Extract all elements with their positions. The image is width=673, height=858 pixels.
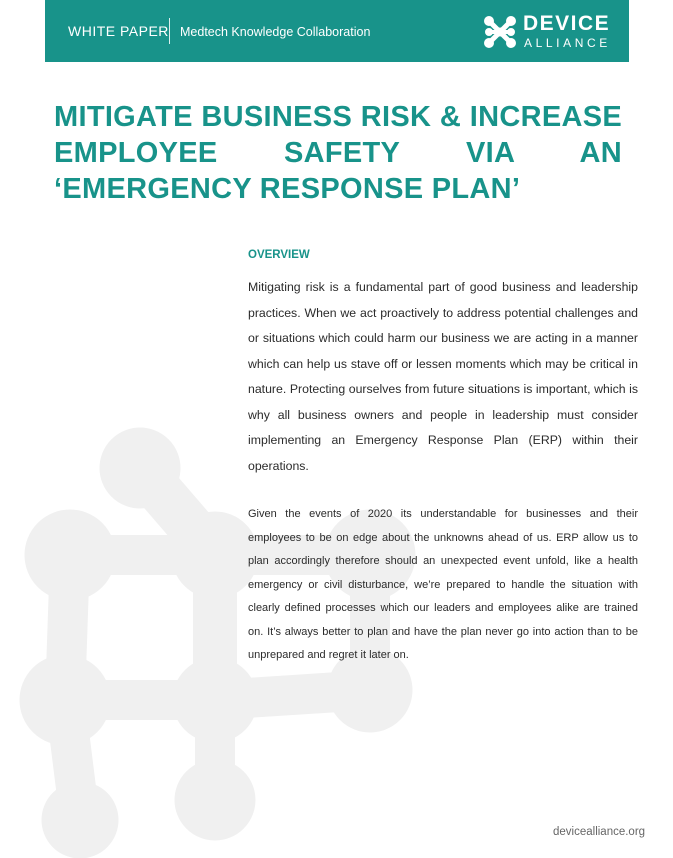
header-subtitle: Medtech Knowledge Collaboration — [180, 25, 371, 39]
header-banner — [45, 0, 629, 62]
logo-word-alliance: ALLIANCE — [524, 36, 611, 50]
overview-paragraph-2: Given the events of 2020 its understandable for businesses and their employees to be on edge about the unknowns ahead of us. ERP allow us to plan accordingly therefore should an unexpected event unfold, like a health emergency or civil disturbance, we’re prepared to handle the situation with clearly defined processes which our leaders and employees alike are trained on. It’s always better to plan and have the plan never go into action than to be unprepared and regret it later on. — [248, 508, 638, 661]
overview-heading: OVERVIEW — [248, 249, 310, 261]
document-type-label: WHITE PAPER — [68, 23, 169, 39]
footer-website-url: devicealliance.org — [553, 826, 646, 838]
logo-word-device: DEVICE — [523, 12, 611, 35]
overview-paragraph-1: Mitigating risk is a fundamental part of good business and leadership practices. When we act proactively to address potential challenges and or situations which could harm our business we are acting in a manner which can help us stave off or lessen moments which may be critical in nature. Protecting ourselves from future situations is important, which is why all business owners and people in leadership must consider implementing an Emergency Response Plan (ERP) within their operations. — [248, 280, 638, 473]
device-alliance-logo — [483, 14, 615, 52]
header-divider — [169, 18, 170, 44]
logo-mark-icon — [483, 15, 517, 49]
page-title: MITIGATE BUSINESS RISK & INCREASE EMPLOYEE SAFETY VIA AN ‘EMERGENCY RESPONSE PLAN’ — [54, 101, 622, 205]
